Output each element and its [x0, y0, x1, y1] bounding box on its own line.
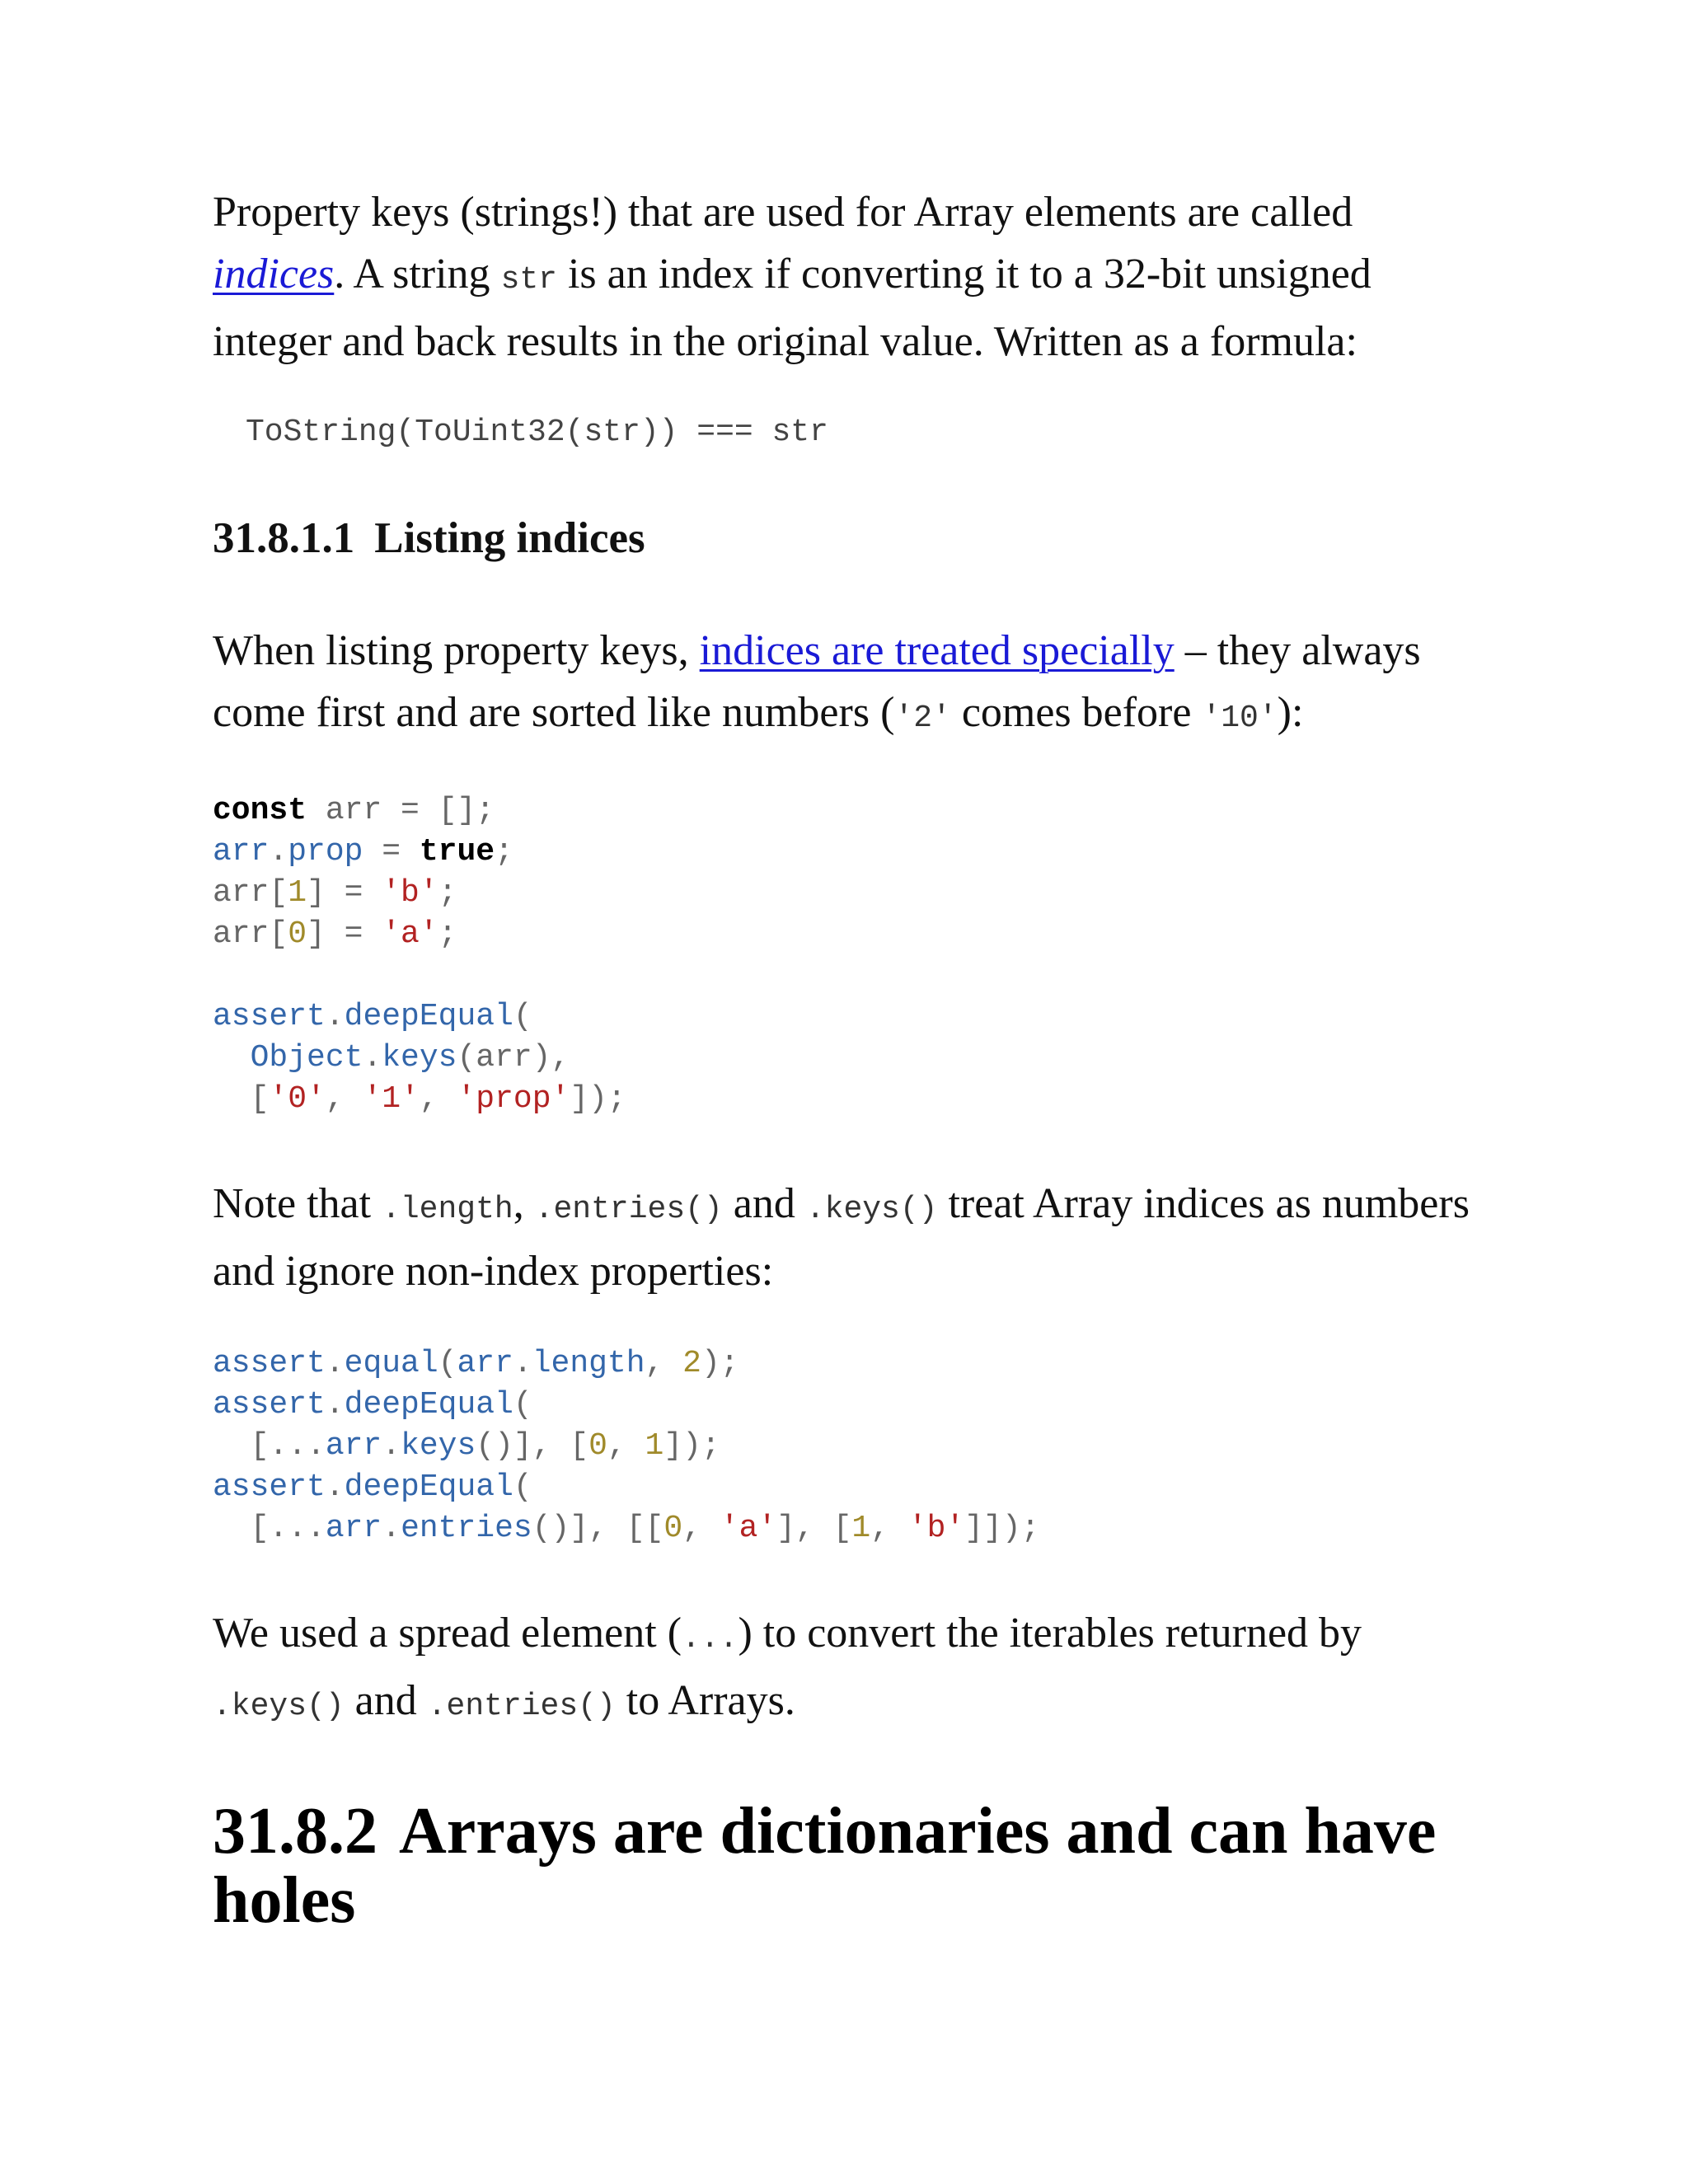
text: to Arrays.: [615, 1677, 795, 1724]
code-block-length-entries: [213, 1343, 1482, 1549]
code-line: arr[0] = 'a';: [213, 916, 457, 952]
inline-code-keys: .keys(): [805, 1192, 938, 1227]
code-line: arr[1] = 'b';: [213, 875, 457, 911]
text: ):: [1277, 689, 1304, 736]
code-line: ['0', '1', 'prop']);: [250, 1081, 626, 1117]
indices-treated-specially-link[interactable]: indices are treated specially: [699, 627, 1175, 674]
inline-code-spread: ...: [682, 1621, 738, 1657]
formula-code-block: ToString(ToUint32(str)) === str: [246, 415, 828, 450]
inline-code-entries: .entries(): [534, 1192, 723, 1227]
text: When listing property keys,: [213, 627, 700, 674]
section-heading: [213, 1797, 1482, 1935]
section-number: 31.8.2: [213, 1795, 377, 1868]
paragraph-listing-keys: [213, 620, 1482, 749]
code-line: assert.deepEqual(: [213, 1387, 532, 1422]
text: . A string: [334, 251, 501, 298]
text: and: [344, 1677, 428, 1724]
code-line: assert.deepEqual(: [213, 999, 532, 1034]
text: is an index if converting it to a 32-bit unsigned integer and back results in the original value. Written as a formula:: [213, 251, 1372, 365]
text: ,: [513, 1180, 535, 1227]
code-line: const arr = [];: [213, 793, 495, 828]
subsection-number: 31.8.1.1: [213, 514, 355, 562]
paragraph-spread-element: [213, 1602, 1482, 1737]
inline-code-entries: .entries(): [427, 1689, 616, 1724]
code-line: [...arr.keys()], [0, 1]);: [250, 1428, 720, 1464]
inline-code-10: '10': [1202, 701, 1278, 736]
inline-code-keys: .keys(): [213, 1689, 345, 1724]
code-line: assert.equal(arr.length, 2);: [213, 1346, 739, 1381]
text: ) to convert the iterables returned by: [738, 1610, 1362, 1657]
code-line: [...arr.entries()], [[0, 'a'], [1, 'b']]);: [250, 1511, 1040, 1546]
subsection-title: Listing indices: [374, 514, 645, 562]
code-block-object-keys: [213, 790, 1482, 1120]
text: Property keys (strings!) that are used for Array elements are called: [213, 189, 1353, 236]
indices-link[interactable]: indices: [213, 251, 335, 298]
text: We used a spread element (: [213, 1610, 682, 1657]
code-line: Object.keys(arr),: [250, 1040, 570, 1076]
code-line-blank: [213, 955, 1482, 996]
code-line: assert.deepEqual(: [213, 1469, 532, 1505]
section-title: Arrays are dictionaries and can have holes: [213, 1795, 1437, 1937]
paragraph-indices-definition: [213, 181, 1482, 373]
inline-code-2: '2': [894, 701, 951, 736]
document-page: [213, 181, 1482, 1935]
subsection-heading: [213, 509, 1482, 567]
inline-code-length: .length: [382, 1192, 513, 1227]
text: – they always come first and are sorted like numbers (: [213, 627, 1421, 736]
paragraph-note-length: [213, 1173, 1482, 1302]
text: and: [722, 1180, 806, 1227]
code-line: arr.prop = true;: [213, 834, 513, 869]
text: treat Array indices as numbers and ignore non-index properties:: [213, 1180, 1470, 1295]
text: Note that: [213, 1180, 382, 1227]
text: comes before: [950, 689, 1203, 736]
inline-code-str: str: [500, 262, 557, 298]
